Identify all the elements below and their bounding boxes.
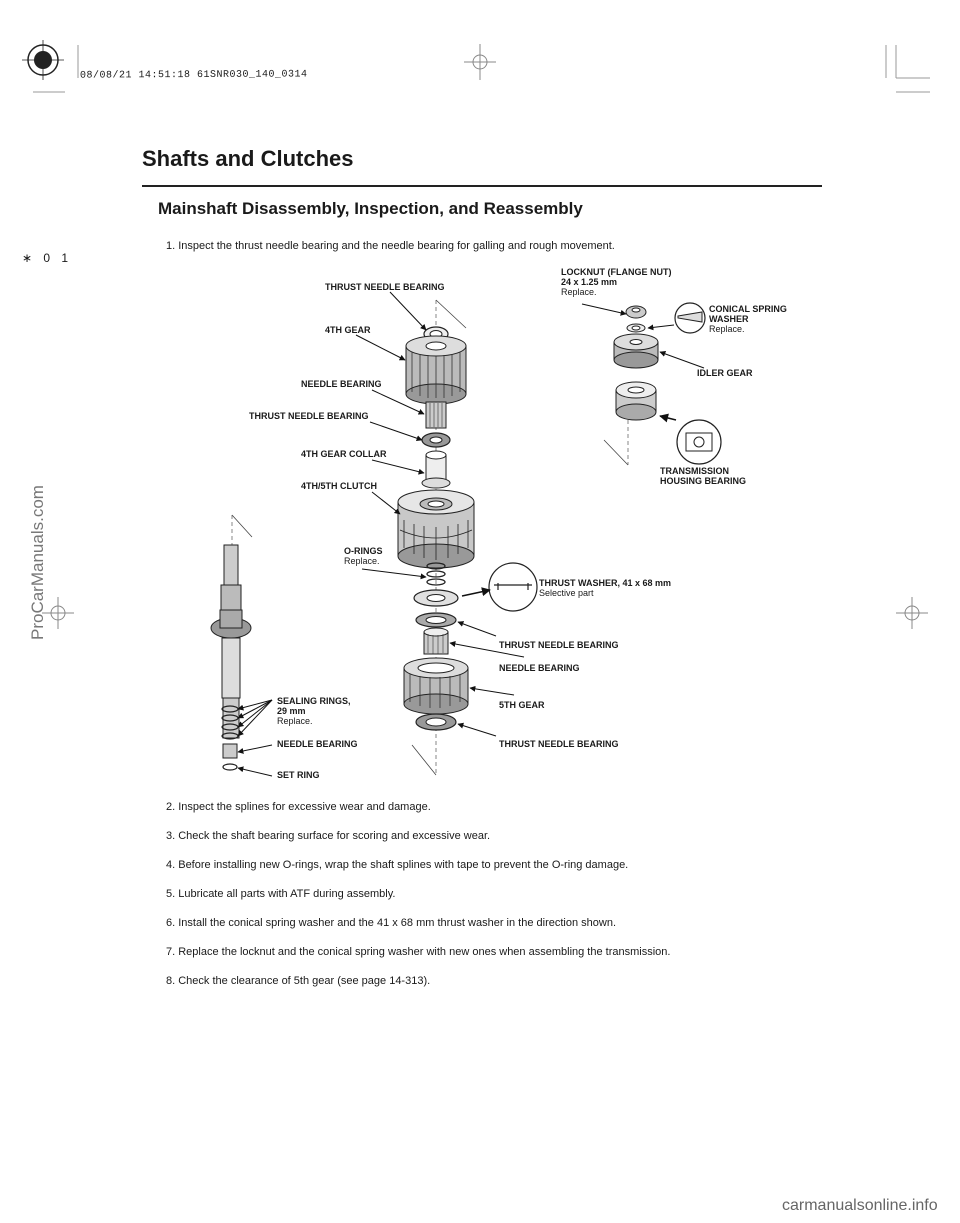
label-4th-gear: 4TH GEAR [325, 325, 371, 335]
section-title: Shafts and Clutches [142, 146, 354, 171]
watermark-side: ProCarManuals.com [28, 485, 47, 640]
step-8: 8. Check the clearance of 5th gear (see page 14-313). [166, 975, 431, 987]
label-needle-bearing-lower: NEEDLE BEARING [277, 739, 358, 749]
needle-bearing-upper [426, 402, 446, 428]
watermark-bottom: carmanualsonline.info [782, 1197, 938, 1214]
page-marker: ∗ 0 1 [22, 251, 73, 265]
label-o-rings: O-RINGS Replace. [344, 546, 383, 566]
step-2: 2. Inspect the splines for excessive wear and damage. [166, 801, 431, 813]
transmission-housing-bearing [616, 382, 656, 420]
label-set-ring: SET RING [277, 770, 320, 780]
locknut [626, 306, 646, 318]
label-transmission-housing-bearing: TRANSMISSION HOUSING BEARING [660, 466, 747, 486]
label-conical-spring-washer: CONICAL SPRING WASHER Replace. [709, 304, 787, 334]
step-6: 6. Install the conical spring washer and the 41 x 68 mm thrust washer in the direction shown. [166, 917, 617, 929]
fourth-gear-collar [422, 451, 450, 488]
fourth-gear [406, 336, 466, 404]
print-stamp: 08/08/21 14:51:18 61SNR030_140_0314 [79, 69, 308, 82]
thrust-needle-bearing-3 [416, 613, 456, 627]
label-idler-gear: IDLER GEAR [697, 368, 753, 378]
mainshaft [211, 515, 252, 770]
label-locknut: LOCKNUT (FLANGE NUT) 24 x 1.25 mm Replace. [561, 267, 672, 297]
label-sealing-rings: SEALING RINGS, 29 mm Replace. [277, 696, 351, 726]
label-needle-bearing-upper: NEEDLE BEARING [301, 379, 382, 389]
label-needle-bearing-right: NEEDLE BEARING [499, 663, 580, 673]
step-5: 5. Lubricate all parts with ATF during assembly. [166, 888, 396, 900]
label-thrust-needle-bearing-top: THRUST NEEDLE BEARING [325, 282, 445, 292]
fourth-fifth-clutch [398, 490, 474, 568]
conical-washer-detail-icon [675, 303, 705, 333]
label-4th-gear-collar: 4TH GEAR COLLAR [301, 449, 387, 459]
thrust-needle-bearing-2 [422, 433, 450, 447]
label-thrust-needle-bearing-3: THRUST NEEDLE BEARING [499, 640, 619, 650]
step-1: 1. Inspect the thrust needle bearing and the needle bearing for galling and rough movement. [166, 240, 615, 252]
bearing-detail-icon [677, 420, 721, 464]
fifth-gear [404, 658, 468, 714]
idler-gear [614, 334, 658, 368]
thrust-washer-detail-icon [489, 563, 537, 611]
label-4th-5th-clutch: 4TH/5TH CLUTCH [301, 481, 377, 491]
label-5th-gear: 5TH GEAR [499, 700, 545, 710]
label-thrust-washer: THRUST WASHER, 41 x 68 mm Selective part [539, 578, 672, 598]
step-3: 3. Check the shaft bearing surface for scoring and excessive wear. [166, 830, 491, 842]
needle-bearing-right [424, 628, 448, 654]
subsection-title: Mainshaft Disassembly, Inspection, and Reassembly [158, 199, 583, 218]
conical-spring-washer [627, 324, 645, 332]
step-7: 7. Replace the locknut and the conical spring washer with new ones when assembling the transmission. [166, 946, 671, 958]
thrust-needle-bearing-4 [416, 714, 456, 730]
label-thrust-needle-bearing-4: THRUST NEEDLE BEARING [499, 739, 619, 749]
thrust-washer [414, 590, 458, 606]
step-4: 4. Before installing new O-rings, wrap the shaft splines with tape to prevent the O-ring damage. [166, 859, 629, 871]
label-thrust-needle-bearing-2: THRUST NEEDLE BEARING [249, 411, 369, 421]
